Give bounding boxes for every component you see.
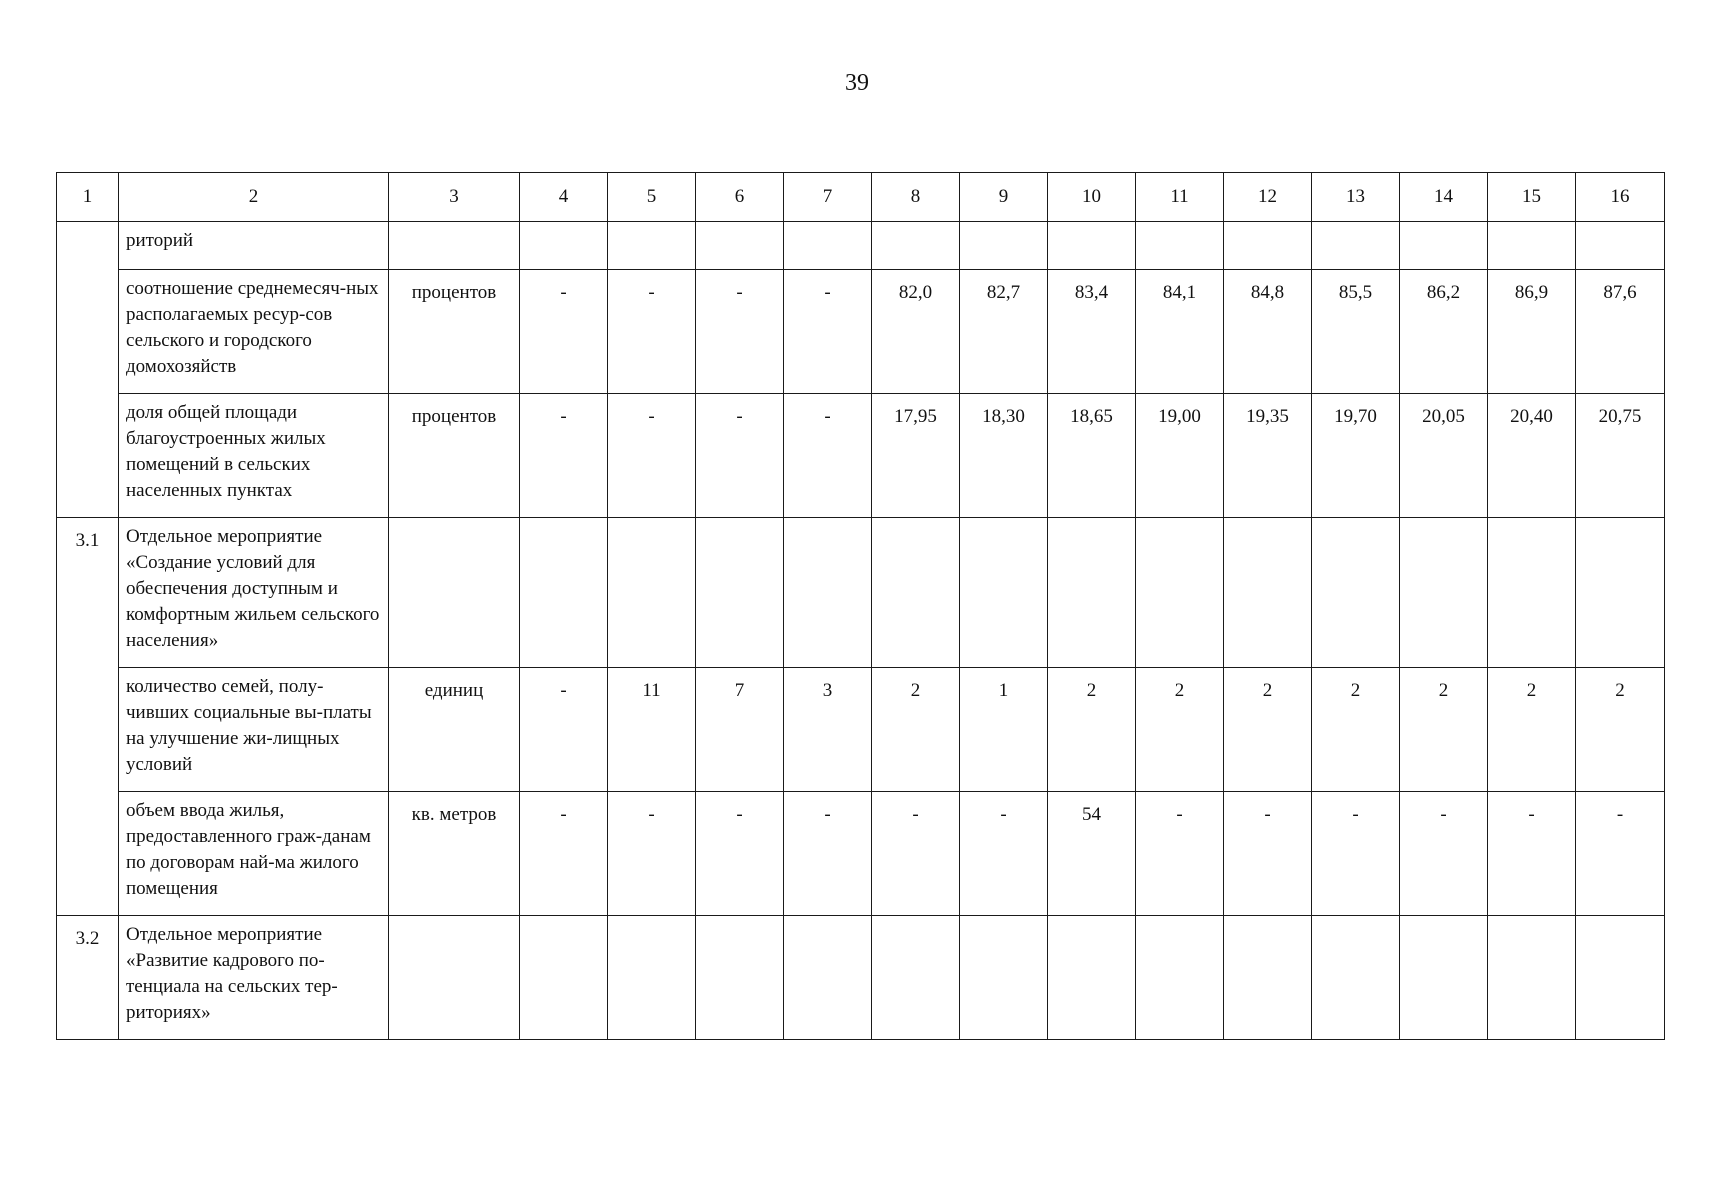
value-cell: - (608, 394, 696, 518)
row-number (57, 222, 119, 270)
value-cell (1576, 222, 1665, 270)
value-cell: 2 (872, 668, 960, 792)
value-cell (872, 222, 960, 270)
header-cell: 11 (1136, 173, 1224, 222)
table-row (57, 792, 1665, 916)
unit-cell: процентов (389, 394, 520, 518)
row-number (57, 668, 119, 792)
value-cell (872, 518, 960, 668)
indicator-name: доля общей площади благоустроенных жилых помещений в сельских населенных пунктах (119, 394, 389, 518)
value-cell: - (784, 270, 872, 394)
value-cell: 17,95 (872, 394, 960, 518)
unit-cell: кв. метров (389, 792, 520, 916)
value-cell: 54 (1048, 792, 1136, 916)
value-cell: - (1488, 792, 1576, 916)
value-cell (1312, 222, 1400, 270)
header-cell: 6 (696, 173, 784, 222)
indicator-name: Отдельное мероприятие «Создание условий для обеспечения доступным и комфортным жильем сельского населения» (119, 518, 389, 668)
value-cell: 20,40 (1488, 394, 1576, 518)
row-number: 3.2 (57, 916, 119, 1040)
value-cell (608, 916, 696, 1040)
value-cell: - (608, 792, 696, 916)
value-cell: 2 (1224, 668, 1312, 792)
value-cell: - (784, 792, 872, 916)
value-cell: 2 (1576, 668, 1665, 792)
value-cell (1400, 518, 1488, 668)
header-cell: 15 (1488, 173, 1576, 222)
value-cell (520, 222, 608, 270)
header-cell: 12 (1224, 173, 1312, 222)
value-cell (1224, 916, 1312, 1040)
value-cell (1576, 916, 1665, 1040)
value-cell: - (696, 270, 784, 394)
value-cell (1224, 518, 1312, 668)
table-row (57, 668, 1665, 792)
value-cell (1488, 916, 1576, 1040)
value-cell: - (960, 792, 1048, 916)
value-cell: 20,05 (1400, 394, 1488, 518)
value-cell: - (520, 668, 608, 792)
value-cell: - (1312, 792, 1400, 916)
value-cell (960, 222, 1048, 270)
value-cell (696, 518, 784, 668)
value-cell (1224, 222, 1312, 270)
value-cell: 2 (1312, 668, 1400, 792)
value-cell: 2 (1488, 668, 1576, 792)
value-cell: - (520, 270, 608, 394)
header-cell: 16 (1576, 173, 1665, 222)
unit-cell: процентов (389, 270, 520, 394)
value-cell (520, 916, 608, 1040)
header-cell: 4 (520, 173, 608, 222)
header-row (57, 173, 1665, 222)
page-number: 39 (845, 70, 869, 96)
value-cell: 2 (1048, 668, 1136, 792)
value-cell: 19,70 (1312, 394, 1400, 518)
value-cell: 3 (784, 668, 872, 792)
value-cell: - (1224, 792, 1312, 916)
unit-cell (389, 518, 520, 668)
value-cell: - (696, 792, 784, 916)
value-cell: 86,2 (1400, 270, 1488, 394)
value-cell (960, 518, 1048, 668)
value-cell: 84,8 (1224, 270, 1312, 394)
value-cell: 86,9 (1488, 270, 1576, 394)
indicator-name: количество семей, полу-чивших социальные вы-платы на улучшение жи-лищных условий (119, 668, 389, 792)
value-cell: 7 (696, 668, 784, 792)
row-number (57, 270, 119, 394)
value-cell (1400, 222, 1488, 270)
value-cell (696, 222, 784, 270)
value-cell (1400, 916, 1488, 1040)
value-cell: 82,0 (872, 270, 960, 394)
table-row (57, 222, 1665, 270)
table-row (57, 916, 1665, 1040)
value-cell: 84,1 (1136, 270, 1224, 394)
value-cell: - (1576, 792, 1665, 916)
table-row (57, 394, 1665, 518)
value-cell: 19,35 (1224, 394, 1312, 518)
value-cell: - (520, 792, 608, 916)
table-row (57, 270, 1665, 394)
value-cell (1136, 518, 1224, 668)
indicator-name: риторий (119, 222, 389, 270)
value-cell: 1 (960, 668, 1048, 792)
value-cell (1048, 222, 1136, 270)
row-number: 3.1 (57, 518, 119, 668)
row-number (57, 394, 119, 518)
value-cell: 11 (608, 668, 696, 792)
value-cell: 18,65 (1048, 394, 1136, 518)
table-row (57, 518, 1665, 668)
header-cell: 5 (608, 173, 696, 222)
unit-cell: единиц (389, 668, 520, 792)
header-cell: 9 (960, 173, 1048, 222)
value-cell (1576, 518, 1665, 668)
value-cell: 82,7 (960, 270, 1048, 394)
indicator-name: соотношение среднемесяч-ных располагаемых ресур-сов сельского и городского домохозяйств (119, 270, 389, 394)
value-cell: 83,4 (1048, 270, 1136, 394)
indicator-name: Отдельное мероприятие «Развитие кадрового по-тенциала на сельских тер-риториях» (119, 916, 389, 1040)
value-cell: 18,30 (960, 394, 1048, 518)
value-cell (1136, 916, 1224, 1040)
value-cell (608, 518, 696, 668)
value-cell: 19,00 (1136, 394, 1224, 518)
value-cell (784, 518, 872, 668)
value-cell (1312, 518, 1400, 668)
value-cell (784, 916, 872, 1040)
value-cell: 2 (1136, 668, 1224, 792)
unit-cell (389, 916, 520, 1040)
value-cell (696, 916, 784, 1040)
value-cell (520, 518, 608, 668)
value-cell (608, 222, 696, 270)
value-cell (1048, 916, 1136, 1040)
value-cell (1312, 916, 1400, 1040)
value-cell (1048, 518, 1136, 668)
header-cell: 3 (389, 173, 520, 222)
value-cell (1488, 222, 1576, 270)
indicators-table (56, 172, 1665, 1040)
indicator-name: объем ввода жилья, предоставленного граж-данам по договорам най-ма жилого помещения (119, 792, 389, 916)
value-cell: - (696, 394, 784, 518)
value-cell: - (608, 270, 696, 394)
value-cell: 2 (1400, 668, 1488, 792)
header-cell: 1 (57, 173, 119, 222)
value-cell: - (784, 394, 872, 518)
header-cell: 7 (784, 173, 872, 222)
header-cell: 13 (1312, 173, 1400, 222)
value-cell (960, 916, 1048, 1040)
row-number (57, 792, 119, 916)
header-cell: 8 (872, 173, 960, 222)
value-cell (872, 916, 960, 1040)
unit-cell (389, 222, 520, 270)
value-cell: - (872, 792, 960, 916)
value-cell: - (520, 394, 608, 518)
value-cell: 85,5 (1312, 270, 1400, 394)
value-cell (1136, 222, 1224, 270)
value-cell: - (1400, 792, 1488, 916)
header-cell: 10 (1048, 173, 1136, 222)
value-cell: 20,75 (1576, 394, 1665, 518)
value-cell (784, 222, 872, 270)
value-cell: - (1136, 792, 1224, 916)
value-cell (1488, 518, 1576, 668)
header-cell: 14 (1400, 173, 1488, 222)
value-cell: 87,6 (1576, 270, 1665, 394)
header-cell: 2 (119, 173, 389, 222)
